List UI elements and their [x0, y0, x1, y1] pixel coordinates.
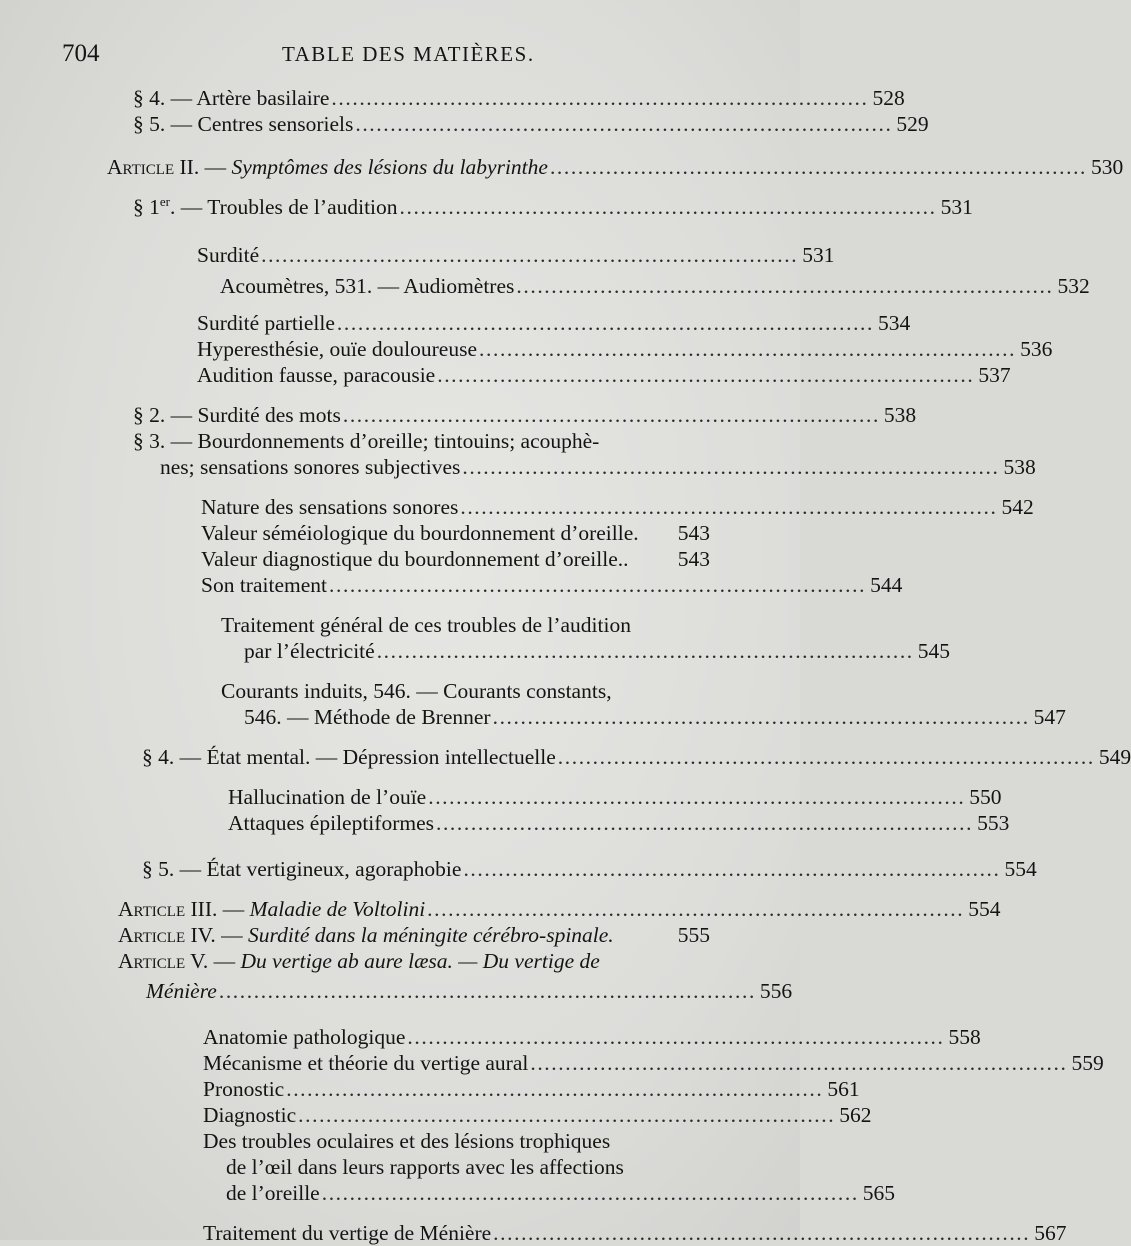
- ordinal-superscript: er: [159, 193, 170, 209]
- dot-leader: .............................................................................: [331, 86, 869, 110]
- entry-label: § 5. — Centres sensoriels: [133, 112, 354, 136]
- article-number: IV. —: [190, 923, 249, 947]
- entry-page: 565: [862, 1181, 896, 1205]
- entry-page: 555: [677, 923, 710, 947]
- toc-entry: [197, 336, 1053, 362]
- article-title: Surdité dans la méningite cérébro-spinale.: [248, 923, 614, 947]
- toc-entry: [133, 111, 929, 137]
- toc-entry: [197, 242, 835, 268]
- entry-page: 543: [677, 547, 710, 571]
- dot-leader: .............................................................................: [435, 811, 974, 835]
- toc-entry: [203, 1076, 860, 1102]
- article-number: II. —: [179, 155, 232, 179]
- dot-leader: .............................................................................: [329, 573, 867, 597]
- article-word: Article: [107, 155, 175, 179]
- entry-label: Traitement du vertige de Ménière: [203, 1221, 492, 1245]
- entry-page: 528: [872, 86, 905, 110]
- entry-label: § 2. — Surdité des mots: [133, 403, 341, 427]
- toc-entry: [203, 1050, 1104, 1076]
- toc-entry: [142, 744, 1131, 770]
- entry-page: 553: [977, 811, 1010, 835]
- dot-leader: .............................................................................: [437, 363, 975, 387]
- entry-label: Surdité: [197, 243, 260, 267]
- entry-label: Diagnostic: [203, 1103, 297, 1127]
- entry-page: 531: [940, 195, 973, 219]
- entry-page: 556: [759, 979, 793, 1003]
- article-entry-first-line: [118, 948, 800, 974]
- entry-label: Attaques épileptiformes: [228, 811, 434, 835]
- article-word: Article: [118, 923, 186, 947]
- entry-label-rest: . — Troubles de l’audition: [169, 195, 398, 219]
- entry-page: 543: [677, 521, 710, 545]
- entry-label: nes; sensations sonores subjectives: [160, 455, 461, 479]
- article-entry: [118, 896, 1001, 922]
- entry-label: Valeur séméiologique du bourdonnement d’oreille.: [201, 521, 639, 545]
- entry-page: 549: [1098, 745, 1131, 769]
- dot-leader: .............................................................................: [479, 337, 1017, 361]
- dot-leader: .............................................................................: [399, 195, 937, 219]
- toc-entry: [201, 520, 710, 546]
- dot-leader: .............................................................................: [355, 112, 893, 136]
- toc-entry: [203, 1220, 1067, 1246]
- toc-entry: [197, 310, 911, 336]
- dot-leader: .............................................................................: [530, 1051, 1068, 1075]
- entry-page: 547: [1033, 705, 1066, 729]
- toc-entry: [201, 572, 903, 598]
- entry-page: 538: [883, 403, 917, 427]
- article-entry: [146, 978, 793, 1004]
- dot-leader: .............................................................................: [428, 785, 966, 809]
- article-title-end: Ménière: [146, 979, 217, 1003]
- article-number: V. —: [190, 949, 241, 973]
- page-header: [0, 38, 800, 74]
- entry-page: 558: [948, 1025, 981, 1049]
- dot-leader: .............................................................................: [261, 243, 799, 267]
- entry-label: 546. — Méthode de Brenner: [244, 705, 491, 729]
- entry-page: 542: [1001, 495, 1034, 519]
- entry-page: 534: [878, 311, 911, 335]
- dot-leader: .............................................................................: [407, 1025, 945, 1049]
- toc-entry: [133, 193, 973, 220]
- dot-leader: .............................................................................: [463, 857, 1001, 881]
- article-title: Maladie de Voltolini: [249, 897, 426, 921]
- entry-label: § 4. — État mental. — Dépression intellectuelle: [142, 745, 556, 769]
- dot-leader: .............................................................................: [342, 403, 880, 427]
- entry-label: Son traitement: [201, 573, 327, 597]
- dot-leader: .............................................................................: [427, 897, 965, 921]
- entry-second-line: de l’œil dans leurs rapports avec les affections: [226, 1155, 624, 1179]
- entry-label: par l’électricité: [244, 639, 375, 663]
- entry-page: 561: [827, 1077, 860, 1101]
- toc-entry: [203, 1102, 872, 1128]
- dot-leader: .............................................................................: [218, 979, 756, 1003]
- dot-leader: .............................................................................: [516, 274, 1054, 298]
- entry-page: 554: [968, 897, 1001, 921]
- toc-entry: [226, 1180, 896, 1206]
- toc-entry: [197, 362, 1011, 388]
- toc-entry: [203, 1024, 981, 1050]
- entry-first-line: Des troubles oculaires et des lésions trophiques: [203, 1129, 611, 1153]
- toc-entry: [160, 454, 1036, 480]
- toc-entry: [220, 273, 1090, 299]
- entry-page: 550: [969, 785, 1002, 809]
- entry-label: Valeur diagnostique du bourdonnement d’oreille..: [201, 547, 629, 571]
- table-of-contents: [0, 85, 1131, 1246]
- dot-leader: .............................................................................: [321, 1181, 859, 1205]
- toc-entry: [133, 85, 905, 111]
- entry-page: 529: [896, 112, 929, 136]
- entry-page: 544: [870, 573, 903, 597]
- entry-label: Acoumètres, 531. — Audiomètres: [220, 274, 515, 298]
- toc-entry: [244, 704, 1066, 730]
- entry-label: Pronostic: [203, 1077, 285, 1101]
- article-word: Article: [118, 897, 186, 921]
- toc-entry: [142, 856, 1037, 882]
- entry-page: 559: [1071, 1051, 1104, 1075]
- entry-label: § 5. — État vertigineux, agoraphobie: [142, 857, 462, 881]
- entry-page: 530: [1091, 155, 1124, 179]
- entry-first-line: Traitement général de ces troubles de l’audition: [221, 613, 631, 637]
- entry-label: § 4. — Artère basilaire: [133, 86, 330, 110]
- entry-label: § 1: [133, 195, 160, 219]
- entry-page: 532: [1057, 274, 1090, 298]
- article-word: Article: [118, 949, 186, 973]
- entry-page: 562: [839, 1103, 872, 1127]
- entry-label: Audition fausse, paracousie: [197, 363, 436, 387]
- article-title: Symptômes des lésions du labyrinthe: [231, 155, 548, 179]
- dot-leader: .............................................................................: [286, 1077, 824, 1101]
- entry-page: 554: [1004, 857, 1037, 881]
- entry-page: 538: [1003, 455, 1036, 479]
- entry-page: 536: [1020, 337, 1053, 361]
- toc-entry: [244, 638, 951, 664]
- dot-leader: .............................................................................: [557, 745, 1095, 769]
- toc-entry: [201, 494, 1034, 520]
- dot-leader: .............................................................................: [462, 455, 1000, 479]
- dot-leader: .............................................................................: [298, 1103, 836, 1127]
- toc-entry: [133, 402, 917, 428]
- entry-page: 545: [917, 639, 951, 663]
- entry-label: Anatomie pathologique: [203, 1025, 406, 1049]
- toc-entry: [228, 784, 1002, 810]
- dot-leader: .............................................................................: [549, 155, 1088, 179]
- article-entry: [107, 154, 1124, 180]
- entry-first-line: Courants induits, 546. — Courants constants,: [221, 679, 612, 703]
- page-number: 704: [62, 40, 100, 67]
- dot-leader: .............................................................................: [493, 1221, 1031, 1245]
- entry-label: Nature des sensations sonores: [201, 495, 459, 519]
- entry-page: 531: [802, 243, 835, 267]
- toc-entry: [228, 810, 1010, 836]
- dot-leader: .............................................................................: [460, 495, 998, 519]
- dot-leader: .............................................................................: [336, 311, 874, 335]
- entry-label: Mécanisme et théorie du vertige aural: [203, 1051, 529, 1075]
- entry-page: 567: [1034, 1221, 1067, 1245]
- toc-entry: [201, 546, 710, 572]
- entry-page: 537: [978, 363, 1011, 387]
- running-title: TABLE DES MATIÈRES.: [282, 42, 535, 66]
- entry-label: Hallucination de l’ouïe: [228, 785, 427, 809]
- article-entry: [118, 922, 710, 948]
- article-number: III. —: [190, 897, 250, 921]
- article-title: Du vertige ab aure læsa. — Du vertige de: [240, 949, 600, 973]
- entry-label: Hyperesthésie, ouïe douloureuse: [197, 337, 478, 361]
- dot-leader: .............................................................................: [376, 639, 914, 663]
- entry-first-line: § 3. — Bourdonnements d’oreille; tintouins; acouphè-: [133, 429, 600, 453]
- entry-label: de l’oreille: [226, 1181, 320, 1205]
- entry-label: Surdité partielle: [197, 311, 335, 335]
- dot-leader: .............................................................................: [492, 705, 1030, 729]
